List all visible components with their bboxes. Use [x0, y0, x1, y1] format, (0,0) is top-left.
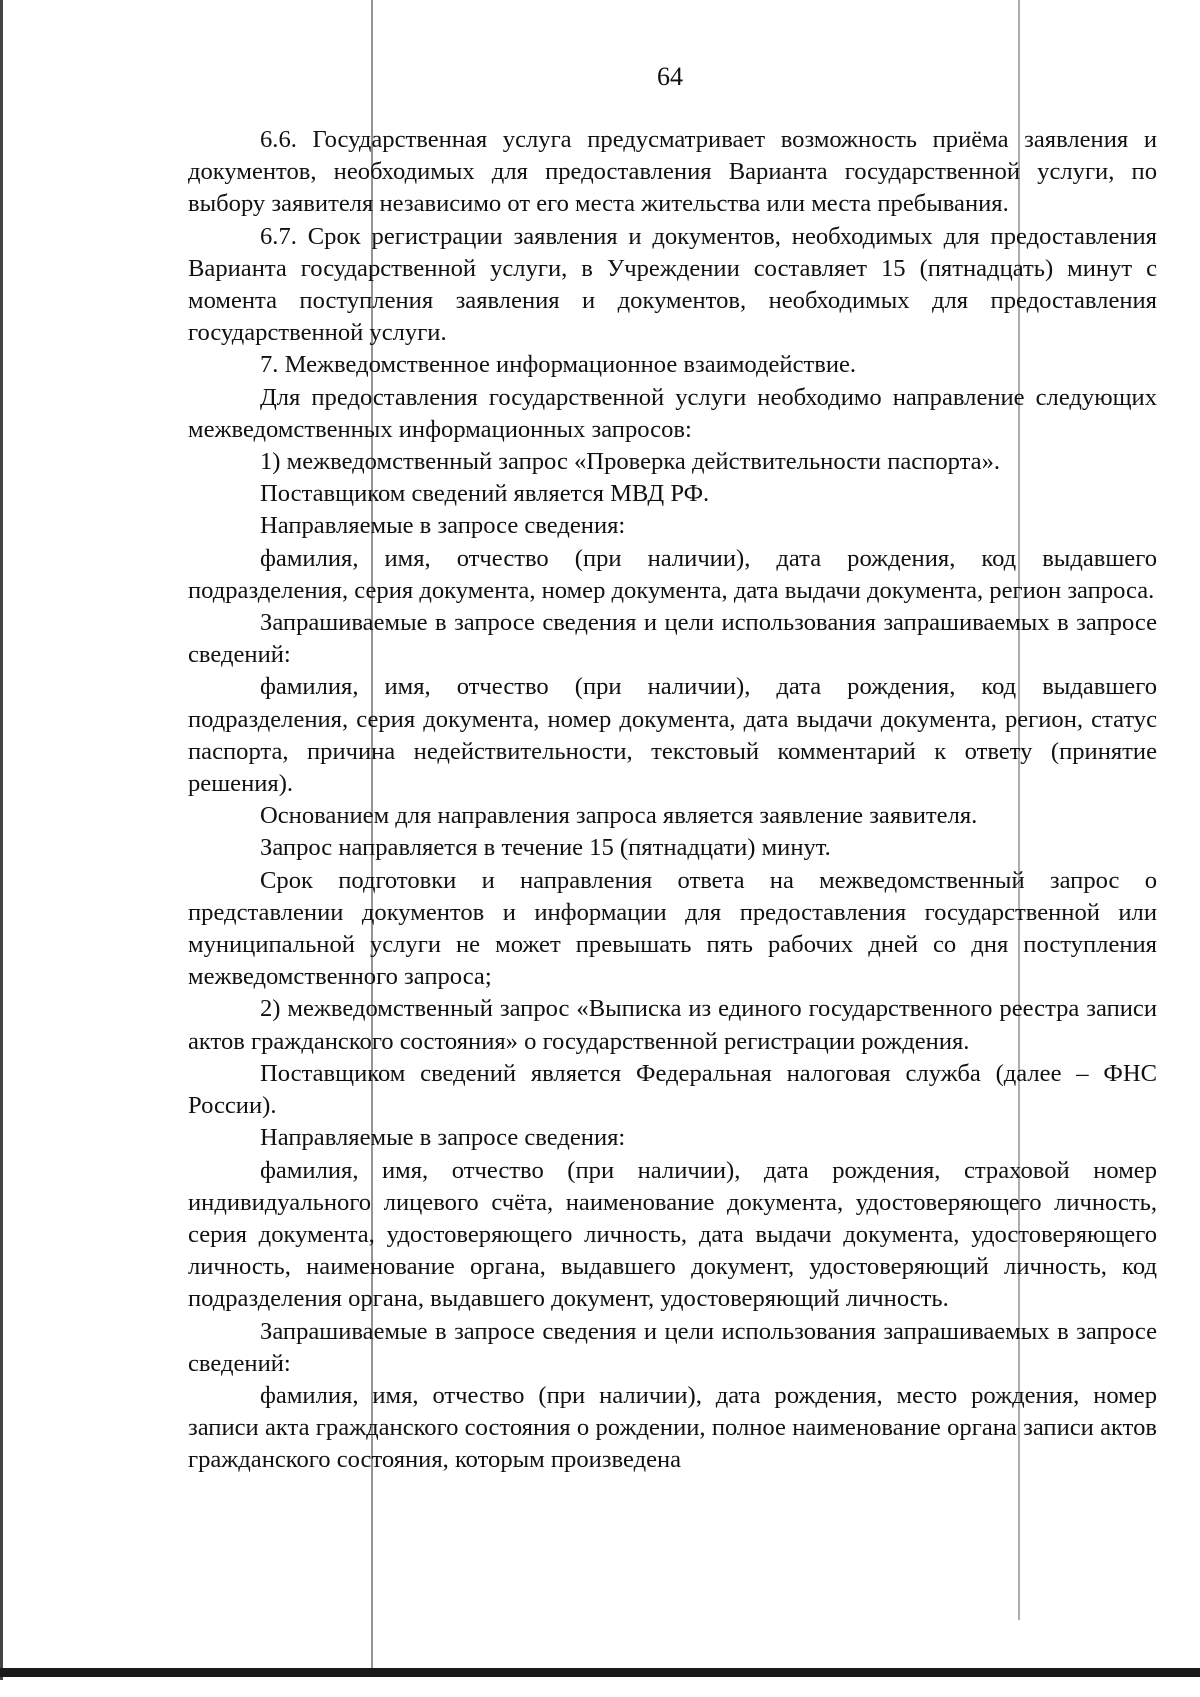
paragraph: Запрашиваемые в запросе сведения и цели использования запрашиваемых в запросе сведений: — [188, 609, 1157, 669]
scan-bottom-edge — [0, 1668, 1200, 1677]
paragraph: фамилия, имя, отчество (при наличии), дата рождения, код выдавшего подразделения, серия документа, номер документа, дата выдачи документа, регион запроса. — [188, 544, 1157, 604]
paragraph: Срок подготовки и направления ответа на межведомственный запрос о представлении документов и информации для предоставления государственной или муниципальной услуги не может превышать пять рабочих дней со дня поступления межведомственного запроса; — [188, 866, 1157, 991]
scan-left-edge — [0, 0, 3, 1680]
paragraph: Запрос направляется в течение 15 (пятнадцати) минут. — [260, 834, 831, 862]
paragraph: фамилия, имя, отчество (при наличии), дата рождения, место рождения, номер записи акта гражданского состояния о рождении, полное наименование органа записи актов гражданского состояния, которым произведена — [188, 1381, 1157, 1474]
list-item: 2) межведомственный запрос «Выписка из единого государственного реестра записи актов гражданского состояния» о государственной регистрации рождения. — [188, 995, 1157, 1055]
paragraph: 6.6. Государственная услуга предусматривает возможность приёма заявления и документов, необходимых для предоставления Варианта государственной услуги, по выбору заявителя независимо от его места жительства или места пребывания. — [188, 126, 1157, 218]
paragraph: Для предоставления государственной услуги необходимо направление следующих межведомственных информационных запросов: — [188, 383, 1157, 443]
paragraph: Направляемые в запросе сведения: — [260, 512, 626, 540]
paragraph: 6.7. Срок регистрации заявления и документов, необходимых для предоставления Варианта государственной услуги, в Учреждении составляет 15 (пятнадцать) минут с момента поступления заявления и документов, необходимых для предоставления государственной услуги. — [188, 222, 1157, 347]
paragraph: Запрашиваемые в запросе сведения и цели использования запрашиваемых в запросе сведений: — [188, 1317, 1157, 1377]
paragraph: фамилия, имя, отчество (при наличии), дата рождения, страховой номер индивидуального лицевого счёта, наименование документа, удостоверяющего личность, серия документа, удостоверяющего личность, дата выдачи документа, удостоверяющего личность, наименование органа, выдавшего документ, удостоверяющий личность, код подразделения органа, выдавшего документ, удостоверяющий личность. — [188, 1156, 1157, 1313]
page-number: 64 — [657, 62, 683, 91]
document-body — [188, 124, 1157, 1477]
list-item: 1) межведомственный запрос «Проверка действительности паспорта». — [260, 448, 1001, 476]
paragraph: Поставщиком сведений является МВД РФ. — [260, 480, 710, 508]
paragraph: Основанием для направления запроса является заявление заявителя. — [260, 802, 978, 830]
paragraph: Поставщиком сведений является Федеральная налоговая служба (далее – ФНС России). — [188, 1059, 1157, 1120]
section-heading: 7. Межведомственное информационное взаимодействие. — [260, 351, 857, 379]
paragraph: фамилия, имя, отчество (при наличии), дата рождения, код выдавшего подразделения, серия документа, номер документа, дата выдачи документа, регион, статус паспорта, причина недействительности, текстовый комментарий к ответу (принятие решения). — [188, 673, 1157, 798]
paragraph: Направляемые в запросе сведения: — [260, 1124, 626, 1152]
